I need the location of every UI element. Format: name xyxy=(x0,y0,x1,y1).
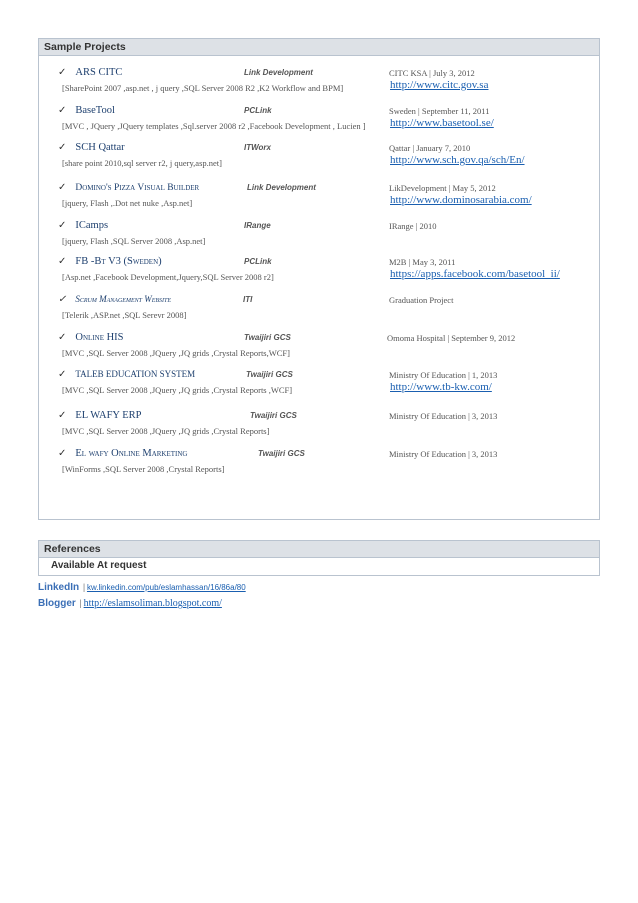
project-stack: [Telerik ,ASP.net ,SQL Serevr 2008] xyxy=(62,310,187,320)
project-client-date: Qattar | January 7, 2010 xyxy=(389,143,471,153)
project-company: Twaijiri GCS xyxy=(258,449,305,458)
checkmark-icon: ✓ xyxy=(58,105,67,116)
project-client-date: Omoma Hospital | September 9, 2012 xyxy=(387,333,516,343)
project-link[interactable]: http://www.citc.gov.sa xyxy=(390,79,489,91)
checkmark-icon: ✓ xyxy=(58,142,67,153)
project-company: ITWorx xyxy=(244,143,271,152)
project-link[interactable]: http://www.sch.gov.qa/sch/En/ xyxy=(390,154,525,166)
linkedin-label: LinkedIn xyxy=(38,582,80,593)
project-stack: [MVC , JQuery ,JQuery templates ,Sql.server 2008 r2 ,Facebook Development , Lucien ] xyxy=(62,121,366,131)
checkmark-icon: ✓ xyxy=(58,67,67,78)
project-item xyxy=(39,220,599,256)
separator: | xyxy=(79,598,82,608)
project-link[interactable]: https://apps.facebook.com/basetool_ii/ xyxy=(390,268,560,280)
project-stack: [MVC ,SQL Server 2008 ,JQuery ,JQ grids ,Crystal Reports,WCF] xyxy=(62,348,290,358)
project-item xyxy=(39,256,599,292)
project-item xyxy=(39,369,599,405)
project-item xyxy=(39,182,599,218)
project-client-date: CITC KSA | July 3, 2012 xyxy=(389,68,475,78)
project-link[interactable]: http://www.dominosarabia.com/ xyxy=(390,194,532,206)
references-note: Available At request xyxy=(51,560,147,571)
project-client-date: Sweden | September 11, 2011 xyxy=(389,106,490,116)
project-item xyxy=(39,448,599,484)
separator: | xyxy=(83,582,85,592)
project-title: Domino's Pizza Visual Builder xyxy=(75,183,200,193)
project-stack: [share point 2010,sql server r2, j query,asp.net] xyxy=(62,158,222,168)
project-client-date: Ministry Of Education | 1, 2013 xyxy=(389,370,498,380)
linkedin-contact xyxy=(38,582,246,593)
project-company: Twaijiri GCS xyxy=(250,411,297,420)
checkmark-icon: ✓ xyxy=(58,448,67,459)
project-link[interactable]: http://www.tb-kw.com/ xyxy=(390,381,492,393)
checkmark-icon: ✓ xyxy=(58,332,67,343)
project-company: ITI xyxy=(243,295,253,304)
project-item xyxy=(39,142,599,178)
project-company: Link Development xyxy=(247,183,316,192)
project-title: Scrum Management Website xyxy=(75,294,172,304)
checkmark-icon: ✓ xyxy=(58,294,67,305)
project-stack: [jquery, Flash ,.Dot net nuke ,Asp.net] xyxy=(62,198,193,208)
project-title: Online HIS xyxy=(75,332,124,343)
project-stack: [SharePoint 2007 ,asp.net , j query ,SQL Server 2008 R2 ,K2 Workflow and BPM] xyxy=(62,83,344,93)
project-stack: [WinForms ,SQL Server 2008 ,Crystal Reports] xyxy=(62,464,225,474)
project-title: BaseTool xyxy=(75,105,115,116)
project-title: EL WAFY ERP xyxy=(75,410,142,421)
linkedin-link[interactable]: kw.linkedin.com/pub/eslamhassan/16/86a/80 xyxy=(86,583,246,592)
project-company: IRange xyxy=(244,221,271,230)
project-item xyxy=(39,105,599,141)
project-title: ARS CITC xyxy=(75,67,123,78)
project-client-date: IRange | 2010 xyxy=(389,221,437,231)
references-section xyxy=(38,540,600,576)
project-client-date: Graduation Project xyxy=(389,295,454,305)
project-item xyxy=(39,67,599,103)
section-title: References xyxy=(39,541,599,558)
project-client-date: Ministry Of Education | 3, 2013 xyxy=(389,411,498,421)
project-item xyxy=(39,332,599,368)
checkmark-icon: ✓ xyxy=(58,410,67,421)
project-client-date: LikDevelopment | May 5, 2012 xyxy=(389,183,496,193)
project-stack: [MVC ,SQL Server 2008 ,JQuery ,JQ grids ,Crystal Reports ,WCF] xyxy=(62,385,293,395)
project-stack: [jquery, Flash ,SQL Server 2008 ,Asp.net] xyxy=(62,236,206,246)
project-title: SCH Qattar xyxy=(75,142,125,153)
project-company: Link Development xyxy=(244,68,313,77)
project-link[interactable]: http://www.basetool.se/ xyxy=(390,117,494,129)
blogger-link[interactable]: http://eslamsoliman.blogspot.com/ xyxy=(83,598,222,609)
project-title: ICamps xyxy=(75,220,109,231)
project-client-date: M2B | May 3, 2011 xyxy=(389,257,456,267)
blogger-label: Blogger xyxy=(38,598,76,609)
checkmark-icon: ✓ xyxy=(58,220,67,231)
sample-projects-section xyxy=(38,38,600,520)
project-stack: [Asp.net ,Facebook Development,Jquery,SQL Server 2008 r2] xyxy=(62,272,274,282)
project-item xyxy=(39,410,599,446)
project-title: TALEB EDUCATION SYSTEM xyxy=(75,369,196,379)
project-stack: [MVC ,SQL Server 2008 ,JQuery ,JQ grids ,Crystal Reports] xyxy=(62,426,270,436)
project-title: El wafy Online Marketing xyxy=(75,448,188,459)
checkmark-icon: ✓ xyxy=(58,256,67,267)
project-client-date: Ministry Of Education | 3, 2013 xyxy=(389,449,498,459)
project-company: PCLink xyxy=(244,257,272,266)
project-company: Twaijiri GCS xyxy=(246,370,293,379)
project-title: FB -Bt V3 (Sweden) xyxy=(75,256,162,267)
checkmark-icon: ✓ xyxy=(58,369,67,380)
project-company: Twaijiri GCS xyxy=(244,333,291,342)
project-company: PCLink xyxy=(244,106,272,115)
section-title: Sample Projects xyxy=(39,39,599,56)
checkmark-icon: ✓ xyxy=(58,182,67,193)
blogger-contact xyxy=(38,598,222,609)
project-item xyxy=(39,294,599,330)
